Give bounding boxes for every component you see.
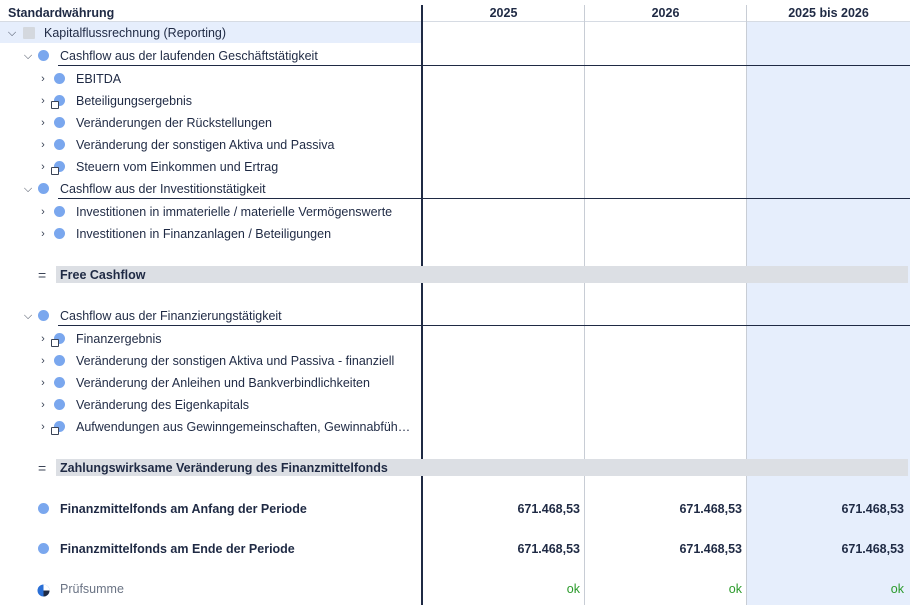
chevron-right-icon[interactable]: › [41,117,45,129]
tree-row-ebitda[interactable] [0,68,912,90]
tree-row-anleihen[interactable] [0,372,912,394]
row-label: Veränderungen der Rückstellungen [76,116,272,130]
tree-row-zahlungswirksame[interactable] [0,457,912,479]
chevron-right-icon[interactable]: › [41,355,45,367]
value-cell-2025[interactable]: 671.468,53 [517,502,580,516]
row-label: Finanzmittelfonds am Ende der Periode [60,542,295,556]
blue-dot-icon [38,310,49,321]
value-cell-total[interactable]: 671.468,53 [841,502,904,516]
root-node-icon [23,27,35,39]
tree-row-eigenkapital[interactable] [0,394,912,416]
row-label: Free Cashflow [60,268,146,282]
tree-row-fonds-ende[interactable] [0,538,912,560]
tree-row-beteiligungsergebnis[interactable] [0,90,912,112]
check-cell-total: ok [890,582,904,596]
chevron-right-icon[interactable]: › [41,73,45,85]
section-underline [58,198,910,199]
row-label: Finanzergebnis [76,332,162,346]
chevron-right-icon[interactable]: › [41,377,45,389]
tree-row-finanzergebnis[interactable] [0,328,912,350]
row-label: Investitionen in immaterielle / materielle Vermögenswerte [76,205,393,219]
row-label: Finanzmittelfonds am Anfang der Periode [60,502,307,516]
chevron-right-icon[interactable]: › [41,95,45,107]
section-underline [58,65,910,66]
tree-row-sonstige-aktiva-passiva[interactable] [0,134,912,156]
tree-row-gewinngemeinschaften[interactable] [0,416,912,438]
tree-row-pruefsumme[interactable] [0,578,912,600]
value-cell-2026[interactable]: 671.468,53 [679,542,742,556]
chevron-right-icon[interactable]: › [41,139,45,151]
row-label: Cashflow aus der Finanzierungstätigkeit [60,309,282,323]
row-label: Veränderung der Anleihen und Bankverbindlichkeiten [76,376,370,390]
section-underline [58,325,910,326]
tree-row-free-cashflow[interactable] [0,264,912,286]
pie-check-icon [37,582,50,604]
row-label: Cashflow aus der Investitionstätigkeit [60,182,266,196]
tree-row-invest-finanzanlagen[interactable] [0,223,912,245]
chevron-down-icon[interactable]: ⌵ [23,310,33,322]
equals-icon: = [38,267,47,283]
blue-dot-icon [54,228,65,239]
chevron-right-icon[interactable]: › [41,333,45,345]
tree-row-sonstige-finanziell[interactable] [0,350,912,372]
row-label: Aufwendungen aus Gewinngemeinschaften, Gewinnabfüh… [76,420,411,434]
chevron-down-icon[interactable]: ⌵ [7,27,17,39]
row-label: Zahlungswirksame Veränderung des Finanzmittelfonds [60,461,388,475]
blue-dot-icon [54,377,65,388]
chevron-right-icon[interactable]: › [41,206,45,218]
equals-icon: = [38,460,47,476]
row-label: EBITDA [76,72,122,86]
linked-dot-icon [54,95,65,106]
linked-dot-icon [54,161,65,172]
blue-dot-icon [54,206,65,217]
check-cell-2026: ok [728,582,742,596]
blue-dot-icon [54,399,65,410]
header-col-2026[interactable]: 2026 [651,6,680,20]
tree-row-rueckstellungen[interactable] [0,112,912,134]
row-label: Veränderung der sonstigen Aktiva und Passiva - finanziell [76,354,395,368]
value-cell-total[interactable]: 671.468,53 [841,542,904,556]
row-label: Kapitalflussrechnung (Reporting) [44,26,227,40]
chevron-down-icon[interactable]: ⌵ [23,50,33,62]
row-label: Investitionen in Finanzanlagen / Beteiligungen [76,227,332,241]
row-label: Veränderung des Eigenkapitals [76,398,250,412]
blue-dot-icon [54,117,65,128]
chevron-right-icon[interactable]: › [41,421,45,433]
linked-dot-icon [54,421,65,432]
chevron-right-icon[interactable]: › [41,161,45,173]
tree-row-fonds-anfang[interactable] [0,498,912,520]
check-cell-2025: ok [566,582,580,596]
blue-dot-icon [38,183,49,194]
blue-dot-icon [38,50,49,61]
tree-row-steuern[interactable] [0,156,912,178]
value-cell-2026[interactable]: 671.468,53 [679,502,742,516]
blue-dot-icon [54,355,65,366]
header-col-2025[interactable]: 2025 [489,6,518,20]
linked-dot-icon [54,333,65,344]
blue-dot-icon [38,543,49,554]
chevron-down-icon[interactable]: ⌵ [23,183,33,195]
chevron-right-icon[interactable]: › [41,399,45,411]
blue-dot-icon [38,503,49,514]
tree-row-operating[interactable] [0,45,912,67]
row-label: Beteiligungsergebnis [76,94,193,108]
row-label: Veränderung der sonstigen Aktiva und Passiva [76,138,335,152]
chevron-right-icon[interactable]: › [41,228,45,240]
tree-row-investition[interactable] [0,178,912,200]
tree-row-root[interactable] [0,22,912,44]
tree-row-finanzierung[interactable] [0,305,912,327]
header-currency-label: Standardwährung [8,6,115,20]
header-col-2025-2026[interactable]: 2025 bis 2026 [788,6,869,20]
blue-dot-icon [54,139,65,150]
row-label: Steuern vom Einkommen und Ertrag [76,160,279,174]
value-cell-2025[interactable]: 671.468,53 [517,542,580,556]
row-label: Prüfsumme [60,582,124,596]
tree-row-invest-immateriell[interactable] [0,201,912,223]
row-label: Cashflow aus der laufenden Geschäftstätigkeit [60,49,318,63]
blue-dot-icon [54,73,65,84]
